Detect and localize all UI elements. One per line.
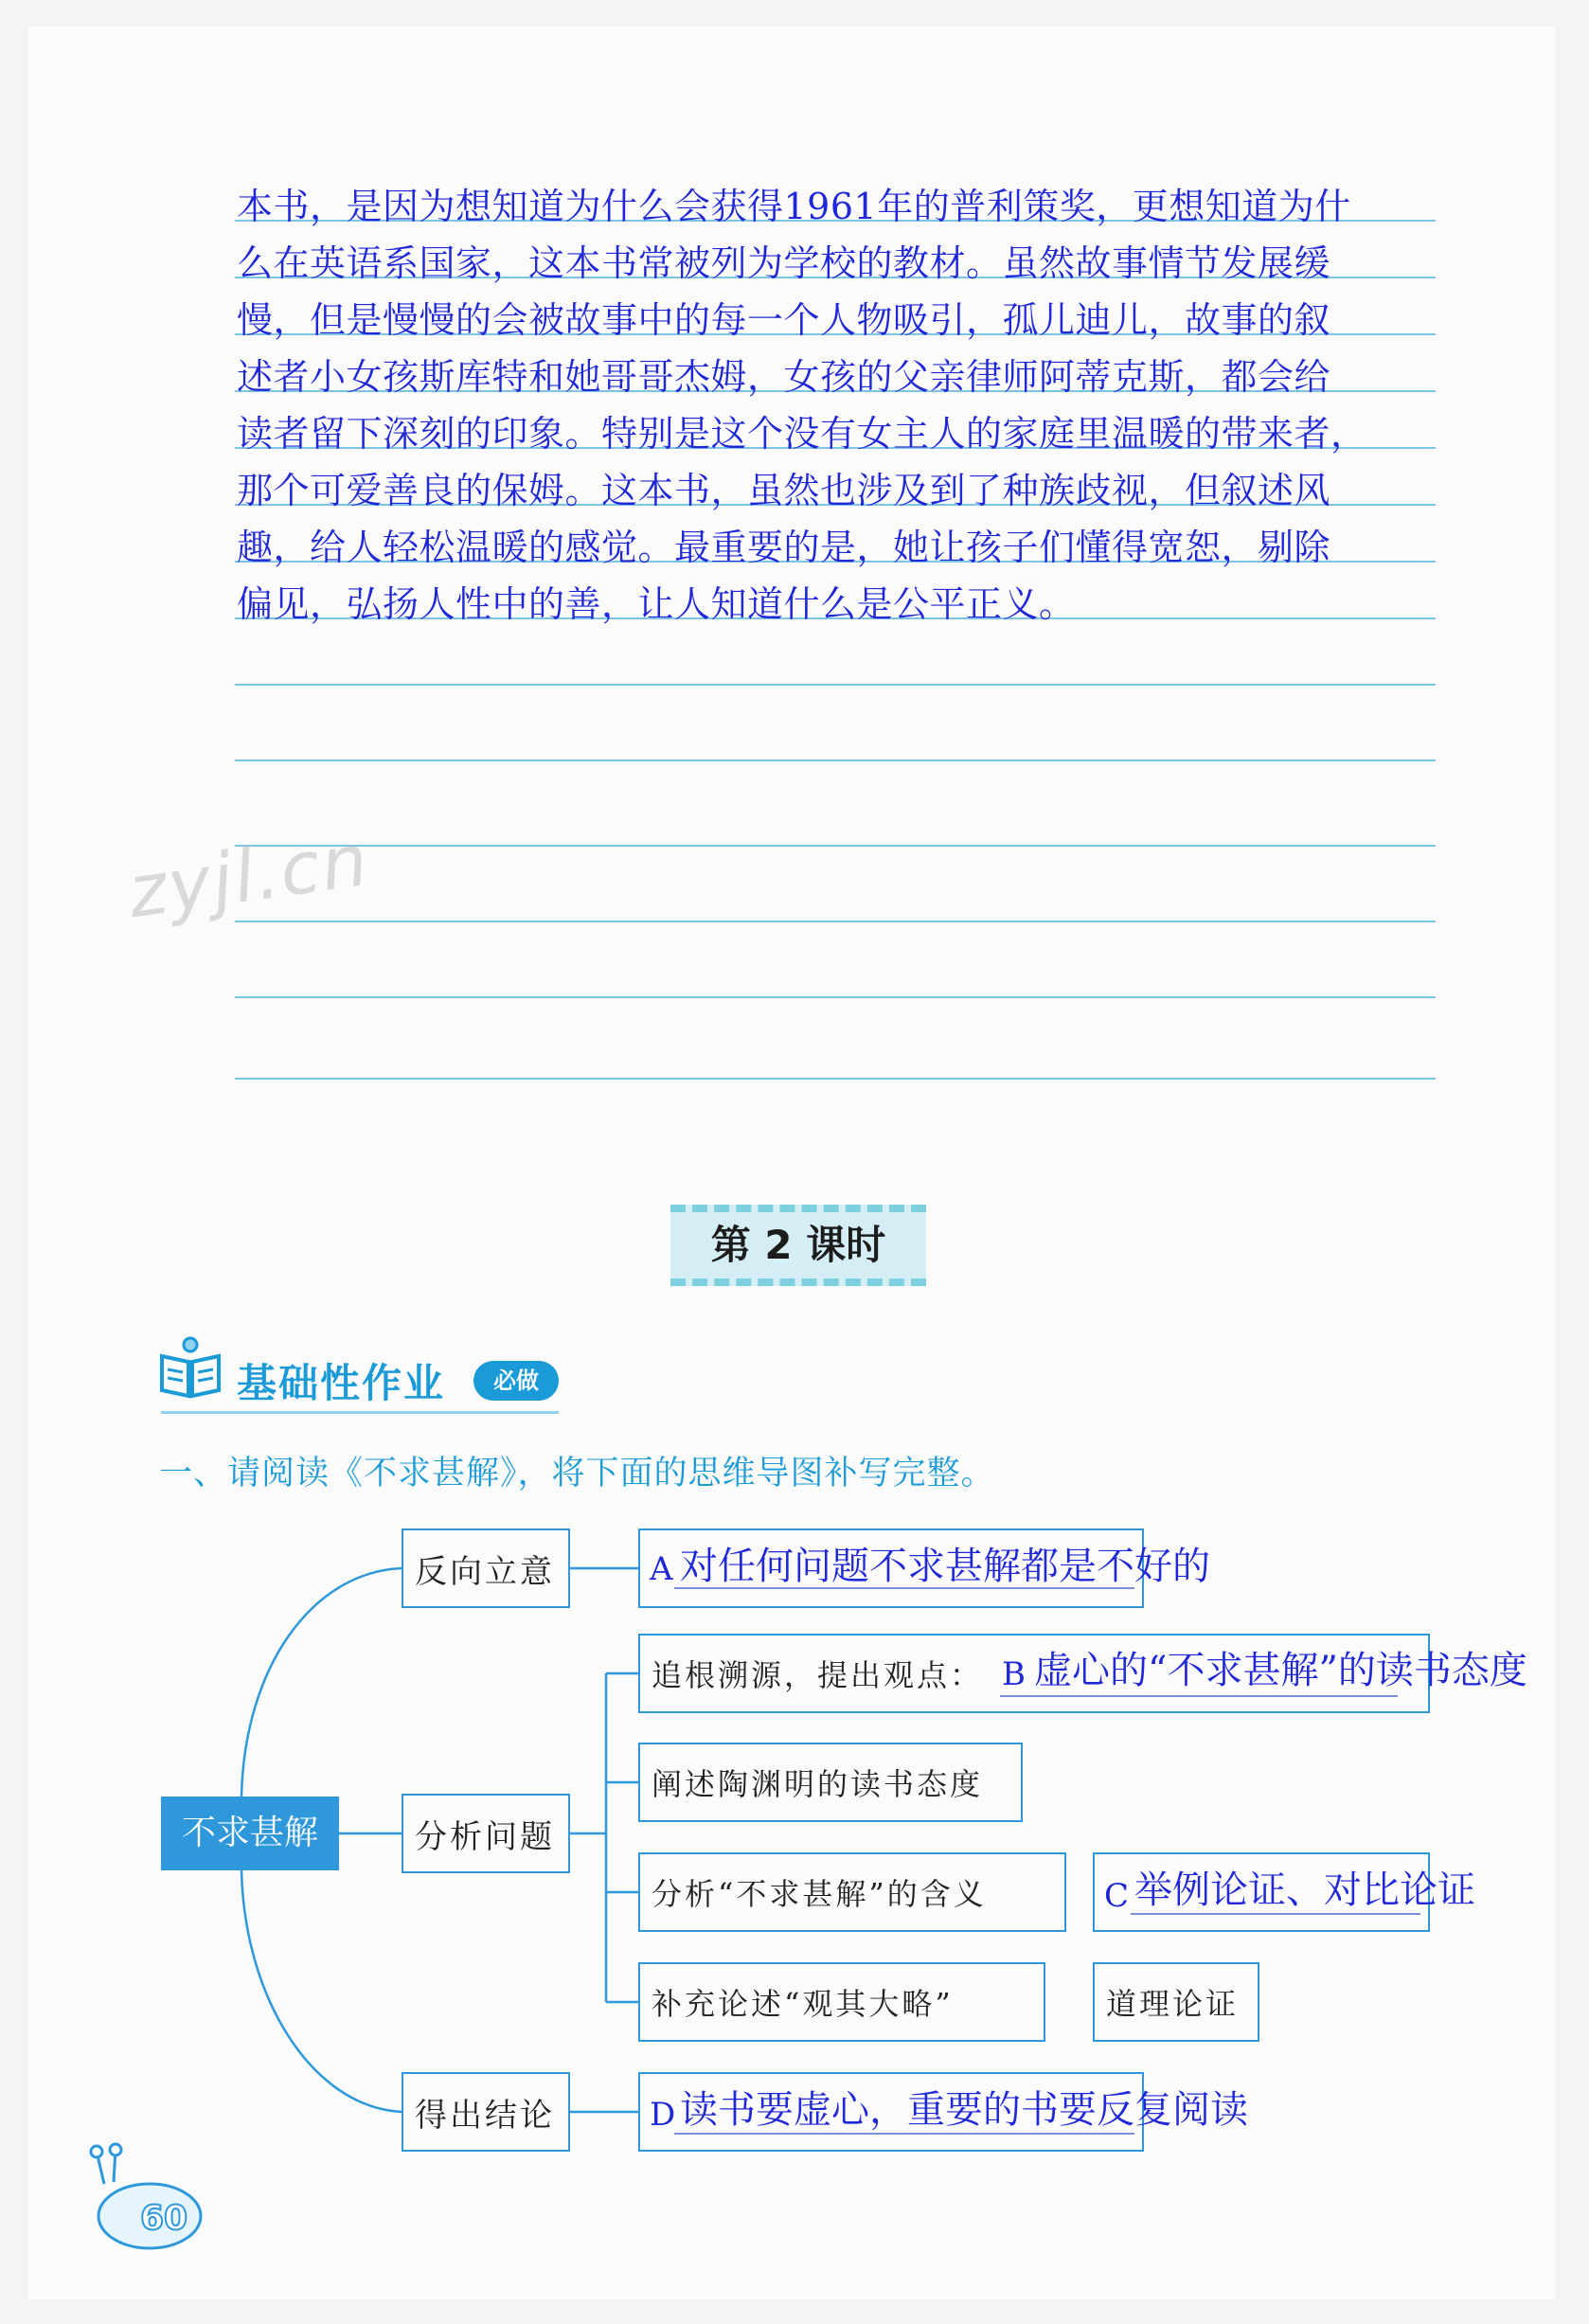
answer-letter-b: B xyxy=(1002,1655,1026,1693)
answer-letter-c: C xyxy=(1104,1877,1130,1915)
section-underline xyxy=(161,1411,559,1414)
answer-d: 读书要虚心，重要的书要反复阅读 xyxy=(680,2088,1248,2132)
answer-line: 本书，是因为想知道为什么会获得1961年的普利策奖，更想知道为什 xyxy=(237,186,1351,227)
page-number: 60 xyxy=(140,2199,188,2238)
answer-line-d xyxy=(674,2133,1134,2135)
node-label: 补充论述“观其大略” xyxy=(652,1986,954,2022)
node-tao-attitude xyxy=(638,1743,1023,1822)
answer-letter-d: D xyxy=(650,2096,676,2134)
node-label: 追根溯源，提出观点： xyxy=(652,1657,984,1693)
lesson-banner xyxy=(670,1205,926,1286)
answer-line: 趣，给人轻松温暖的感觉。最重要的是，她让孩子们懂得宽恕，剔除 xyxy=(237,527,1331,568)
question-prompt: 一、请阅读《不求甚解》，将下面的思维导图补写完整。 xyxy=(159,1455,995,1493)
node-meaning xyxy=(638,1852,1066,1932)
answer-letter-a: A xyxy=(650,1550,673,1588)
required-badge: 必做 xyxy=(473,1361,559,1401)
node-label: 反向立意 xyxy=(415,1552,555,1591)
answer-line: 述者小女孩斯库特和她哥哥杰姆，女孩的父亲律师阿蒂克斯，都会给 xyxy=(237,356,1331,398)
answer-c: 举例论证、对比论证 xyxy=(1134,1868,1475,1912)
answer-line: 那个可爱善良的保姆。这本书，虽然也涉及到了种族歧视，但叙述风 xyxy=(237,470,1331,511)
answer-line-b xyxy=(1000,1695,1398,1697)
node-conclusion xyxy=(402,2072,570,2152)
answer-line-c xyxy=(1131,1913,1420,1915)
answer-line: 偏见，弘扬人性中的善，让人知道什么是公平正义。 xyxy=(237,583,1076,625)
watermark: zyjl.cn xyxy=(123,816,375,935)
answer-line: 读者留下深刻的印象。特别是这个没有女主人的家庭里温暖的带来者， xyxy=(237,413,1367,455)
node-reverse-intent xyxy=(402,1528,570,1608)
handwritten-answer xyxy=(237,178,1444,633)
node-reasoning-argument xyxy=(1093,1962,1259,2042)
mindmap-root: 不求甚解 xyxy=(161,1797,339,1870)
node-label: 阐述陶渊明的读书态度 xyxy=(652,1766,984,1802)
node-analyze-problem xyxy=(402,1794,570,1873)
answer-line: 么在英语系国家，这本书常被列为学校的教材。虽然故事情节发展缓 xyxy=(237,242,1331,284)
answer-line-a xyxy=(674,1587,1134,1589)
book-lamp-icon xyxy=(156,1335,224,1400)
lesson-title: 第 2 课时 xyxy=(710,1222,886,1268)
node-broad-reading xyxy=(638,1962,1045,2042)
node-label: 得出结论 xyxy=(415,2096,555,2135)
section-title: 基础性作业 xyxy=(237,1360,446,1406)
node-label: 分析问题 xyxy=(415,1817,555,1856)
answer-b: 虚心的“不求甚解”的读书态度 xyxy=(1034,1649,1527,1692)
answer-a: 对任何问题不求甚解都是不好的 xyxy=(680,1545,1210,1588)
node-label: 分析“不求甚解”的含义 xyxy=(652,1876,987,1912)
node-label: 道理论证 xyxy=(1106,1986,1240,2022)
answer-line: 慢，但是慢慢的会被故事中的每一个人物吸引，孤儿迪儿，故事的叙 xyxy=(237,299,1331,341)
